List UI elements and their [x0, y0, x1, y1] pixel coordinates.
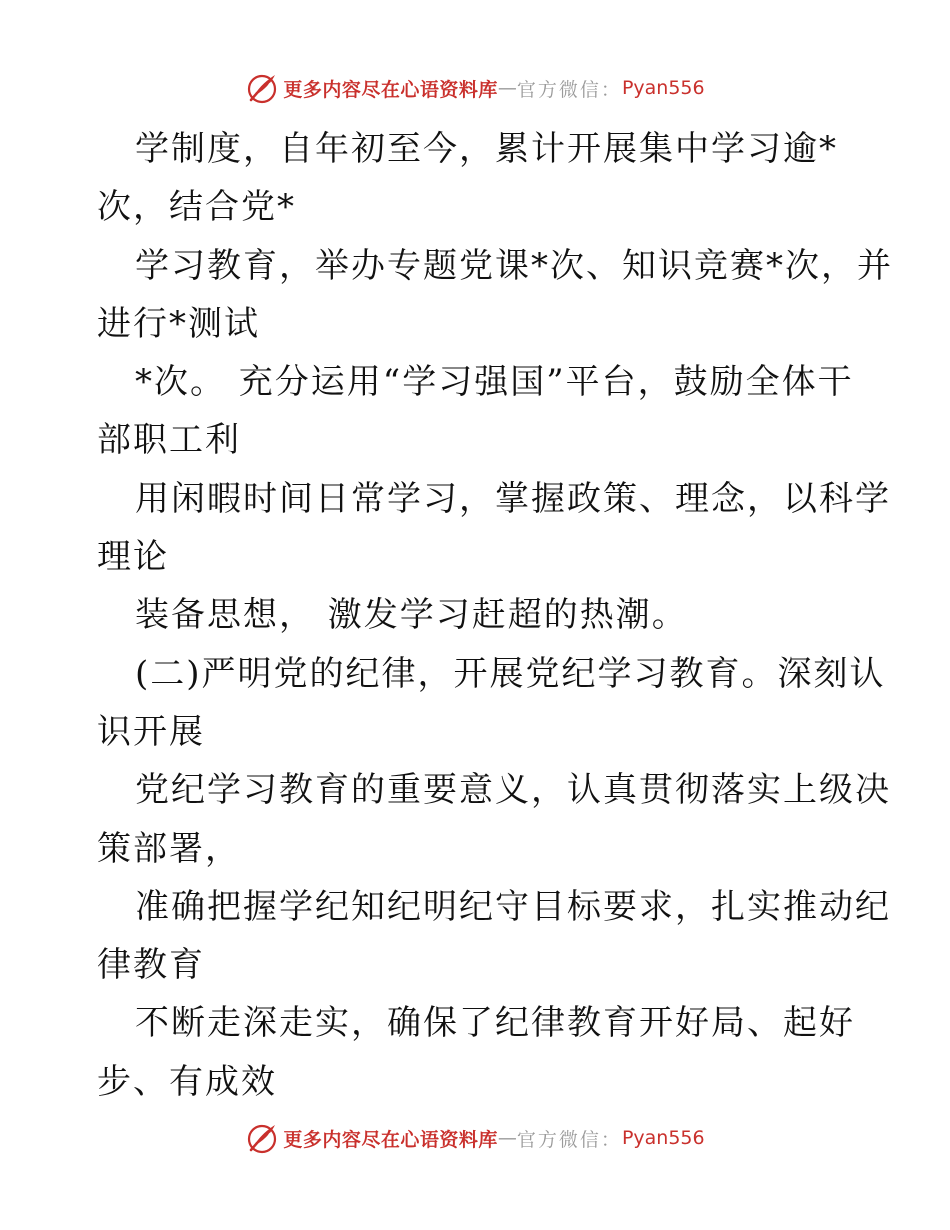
feather-quill-logo-icon [245, 1121, 279, 1155]
footer-watermark [0, 1118, 950, 1158]
body-line: (二)严明党的纪律，开展党纪学习教育。深刻认 [135, 653, 886, 694]
body-line: 装备思想， 激发学习赶超的热潮。 [135, 595, 688, 636]
watermark-brand-text: 更多内容尽在心语资料库 [283, 78, 498, 101]
watermark-account-id: Pyan556 [621, 77, 705, 99]
body-line: 党纪学习教育的重要意义，认真贯彻落实上级决 [135, 770, 891, 811]
body-line: 进行*测试 [97, 303, 260, 344]
body-line: *次。 充分运用“学习强国”平台，鼓励全体干 [135, 362, 854, 403]
body-line: 部职工利 [97, 420, 241, 461]
watermark-dash: — [497, 1127, 517, 1149]
body-line: 策部署， [97, 828, 241, 869]
watermark-brand-text: 更多内容尽在心语资料库 [283, 1128, 498, 1151]
body-line: 准确把握学纪知纪明纪守目标要求，扎实推动纪 [135, 886, 891, 927]
body-line: 理论 [97, 537, 169, 578]
body-line: 次，结合党* [97, 187, 296, 228]
watermark-account-id: Pyan556 [621, 1127, 705, 1149]
document-body [97, 120, 893, 1111]
header-watermark [0, 68, 950, 108]
body-line: 学习教育，举办专题党课*次、知识竞赛*次，并 [135, 245, 893, 286]
body-line: 不断走深走实，确保了纪律教育开好局、起好 [135, 1003, 855, 1044]
body-line: 律教育 [97, 945, 205, 986]
feather-quill-logo-icon [245, 71, 279, 105]
body-line: 学制度，自年初至今，累计开展集中学习逾* [135, 129, 838, 169]
body-line: 步、有成效 [97, 1061, 277, 1102]
body-line: 用闲暇时间日常学习，掌握政策、理念，以科学 [135, 478, 891, 519]
watermark-dash: — [497, 77, 517, 99]
watermark-official-label: 官方微信： [516, 1128, 622, 1151]
watermark-official-label: 官方微信： [516, 78, 622, 101]
body-line: 识开展 [97, 711, 205, 752]
